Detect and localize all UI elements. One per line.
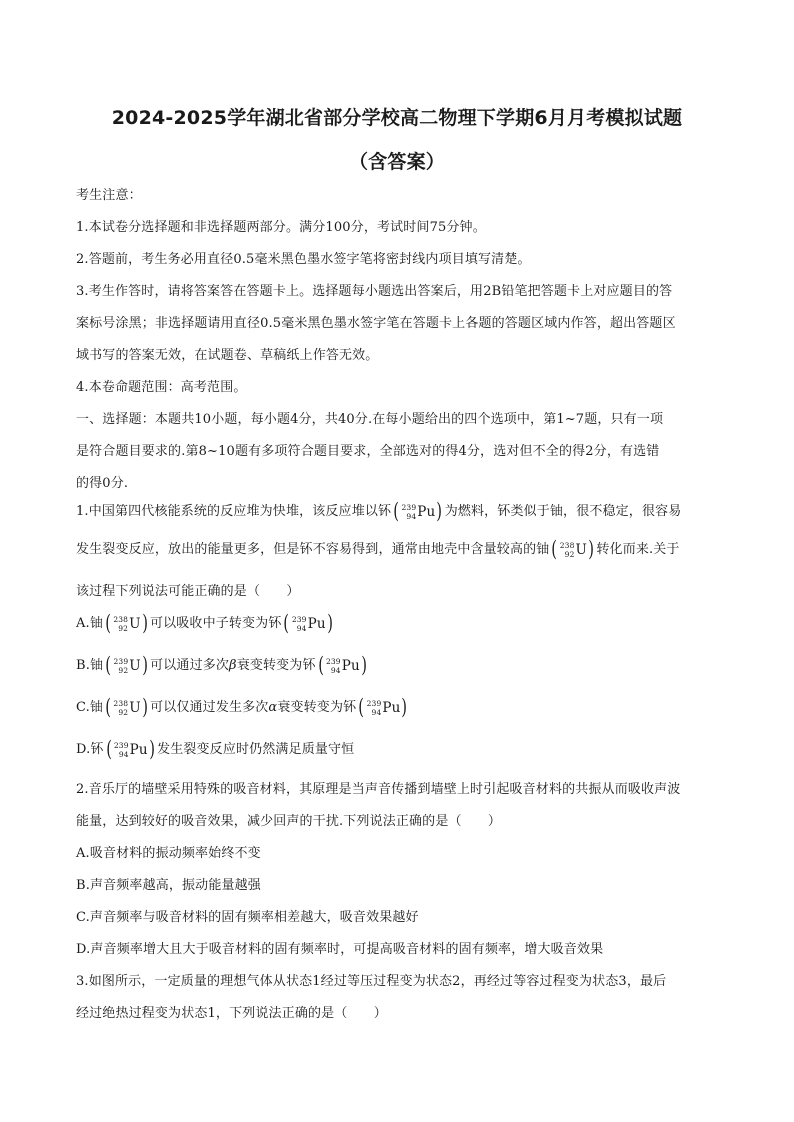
- notice-item-3-line1: 3.考生作答时，请将答案答在答题卡上。选择题每小题选出答案后，用2B铅笔把答题卡上对应题目的答: [76, 284, 673, 299]
- nuclide-pu239: ( 239 94 Pu ): [393, 499, 443, 523]
- question-1-option-b: B.铀 ( 239 92 U ) 可以通过多次β衰变转变为钚 ( 239 94 Pu ): [76, 653, 367, 677]
- nuclide-pu239: ( 239 94 Pu ): [358, 695, 408, 719]
- question-3-line2: 经过绝热过程变为状态1，下列说法正确的是（ ）: [76, 1006, 387, 1021]
- document-title: 2024-2025学年湖北省部分学校高二物理下学期6月月考模拟试题: [111, 107, 683, 129]
- question-1-text: 1.中国第四代核能系统的反应堆为快堆，该反应堆以钚: [76, 504, 392, 519]
- nuclide-u238: ( 238 92 U ): [551, 537, 595, 561]
- nuclide-u238: ( 238 92 U ): [105, 695, 148, 719]
- nuclide-pu239: ( 239 94 Pu ): [317, 653, 367, 677]
- notice-heading: 考生注意：: [76, 188, 142, 203]
- question-1-line2: [76, 538, 726, 560]
- alpha-symbol: α: [268, 700, 278, 715]
- question-1-option-a: A.铀 ( 238 92 U ) 可以吸收中子转变为钚 ( 239 94 Pu ): [76, 611, 333, 635]
- section-instructions-line2: 是符合题目要求的.第8~10题有多项符合题目要求，全部选对的得4分，选对但不全的得2分，有选错: [76, 444, 660, 459]
- beta-symbol: β: [229, 658, 237, 673]
- section-instructions-line1: 一、选择题：本题共10小题，每小题4分，共40分.在每小题给出的四个选项中，第1~7题，只有一项: [76, 412, 664, 427]
- question-1-text: 发生裂变反应，放出的能量更多，但是钚不容易得到，通常由地壳中含量较高的铀: [76, 542, 550, 557]
- question-2-line1: 2.音乐厅的墙壁采用特殊的吸音材料，其原理是当声音传播到墙壁上时引起吸音材料的共振从而吸收声波: [76, 782, 681, 797]
- question-2-line2: 能量，达到较好的吸音效果，减少回声的干扰.下列说法正确的是（ ）: [76, 814, 502, 829]
- notice-item-3-line3: 域书写的答案无效，在试题卷、草稿纸上作答无效。: [76, 348, 379, 363]
- notice-item-3-line2: 案标号涂黑；非选择题请用直径0.5毫米黑色墨水签字笔在答题卡上各题的答题区域内作答，超出答题区: [76, 316, 676, 331]
- question-2-option-c: C.声音频率与吸音材料的固有频率相差越大，吸音效果越好: [76, 910, 419, 925]
- question-1-text: 为燃料，钚类似于铀，很不稳定，很容易: [444, 504, 682, 519]
- nuclide-u238: ( 238 92 U ): [105, 611, 148, 635]
- question-1-option-c: C.铀 ( 238 92 U ) 可以仅通过发生多次α衰变转变为钚 ( 239 94 Pu ): [76, 695, 408, 719]
- notice-item-4: 4.本卷命题范围：高考范围。: [76, 380, 247, 395]
- question-2-option-a: A.吸音材料的振动频率始终不变: [76, 846, 261, 861]
- question-1-line1: [76, 500, 726, 522]
- nuclide-u239: ( 239 92 U ): [105, 653, 148, 677]
- section-instructions-line3: 的得0分.: [76, 476, 129, 491]
- question-2-option-d: D.声音频率增大且大于吸音材料的固有频率时，可提高吸音材料的固有频率，增大吸音效果: [76, 942, 604, 957]
- question-1-line3: 该过程下列说法可能正确的是（ ）: [76, 584, 300, 599]
- nuclide-pu239: ( 239 94 Pu ): [283, 611, 333, 635]
- question-3-line1: 3.如图所示，一定质量的理想气体从状态1经过等压过程变为状态2，再经过等容过程变为状态3，最后: [76, 974, 667, 989]
- document-subtitle: （含答案）: [348, 151, 445, 173]
- notice-item-1: 1.本试卷分选择题和非选择题两部分。满分100分，考试时间75分钟。: [76, 220, 486, 235]
- question-1-option-d: D.钚 ( 239 94 Pu ) 发生裂变反应时仍然满足质量守恒: [76, 737, 355, 761]
- question-2-option-b: B.声音频率越高，振动能量越强: [76, 878, 261, 893]
- nuclide-pu239: ( 239 94 Pu ): [105, 737, 155, 761]
- notice-item-2: 2.答题前，考生务必用直径0.5毫米黑色墨水签字笔将密封线内项目填写清楚。: [76, 252, 531, 267]
- question-1-text: 转化而来.关于: [596, 542, 680, 557]
